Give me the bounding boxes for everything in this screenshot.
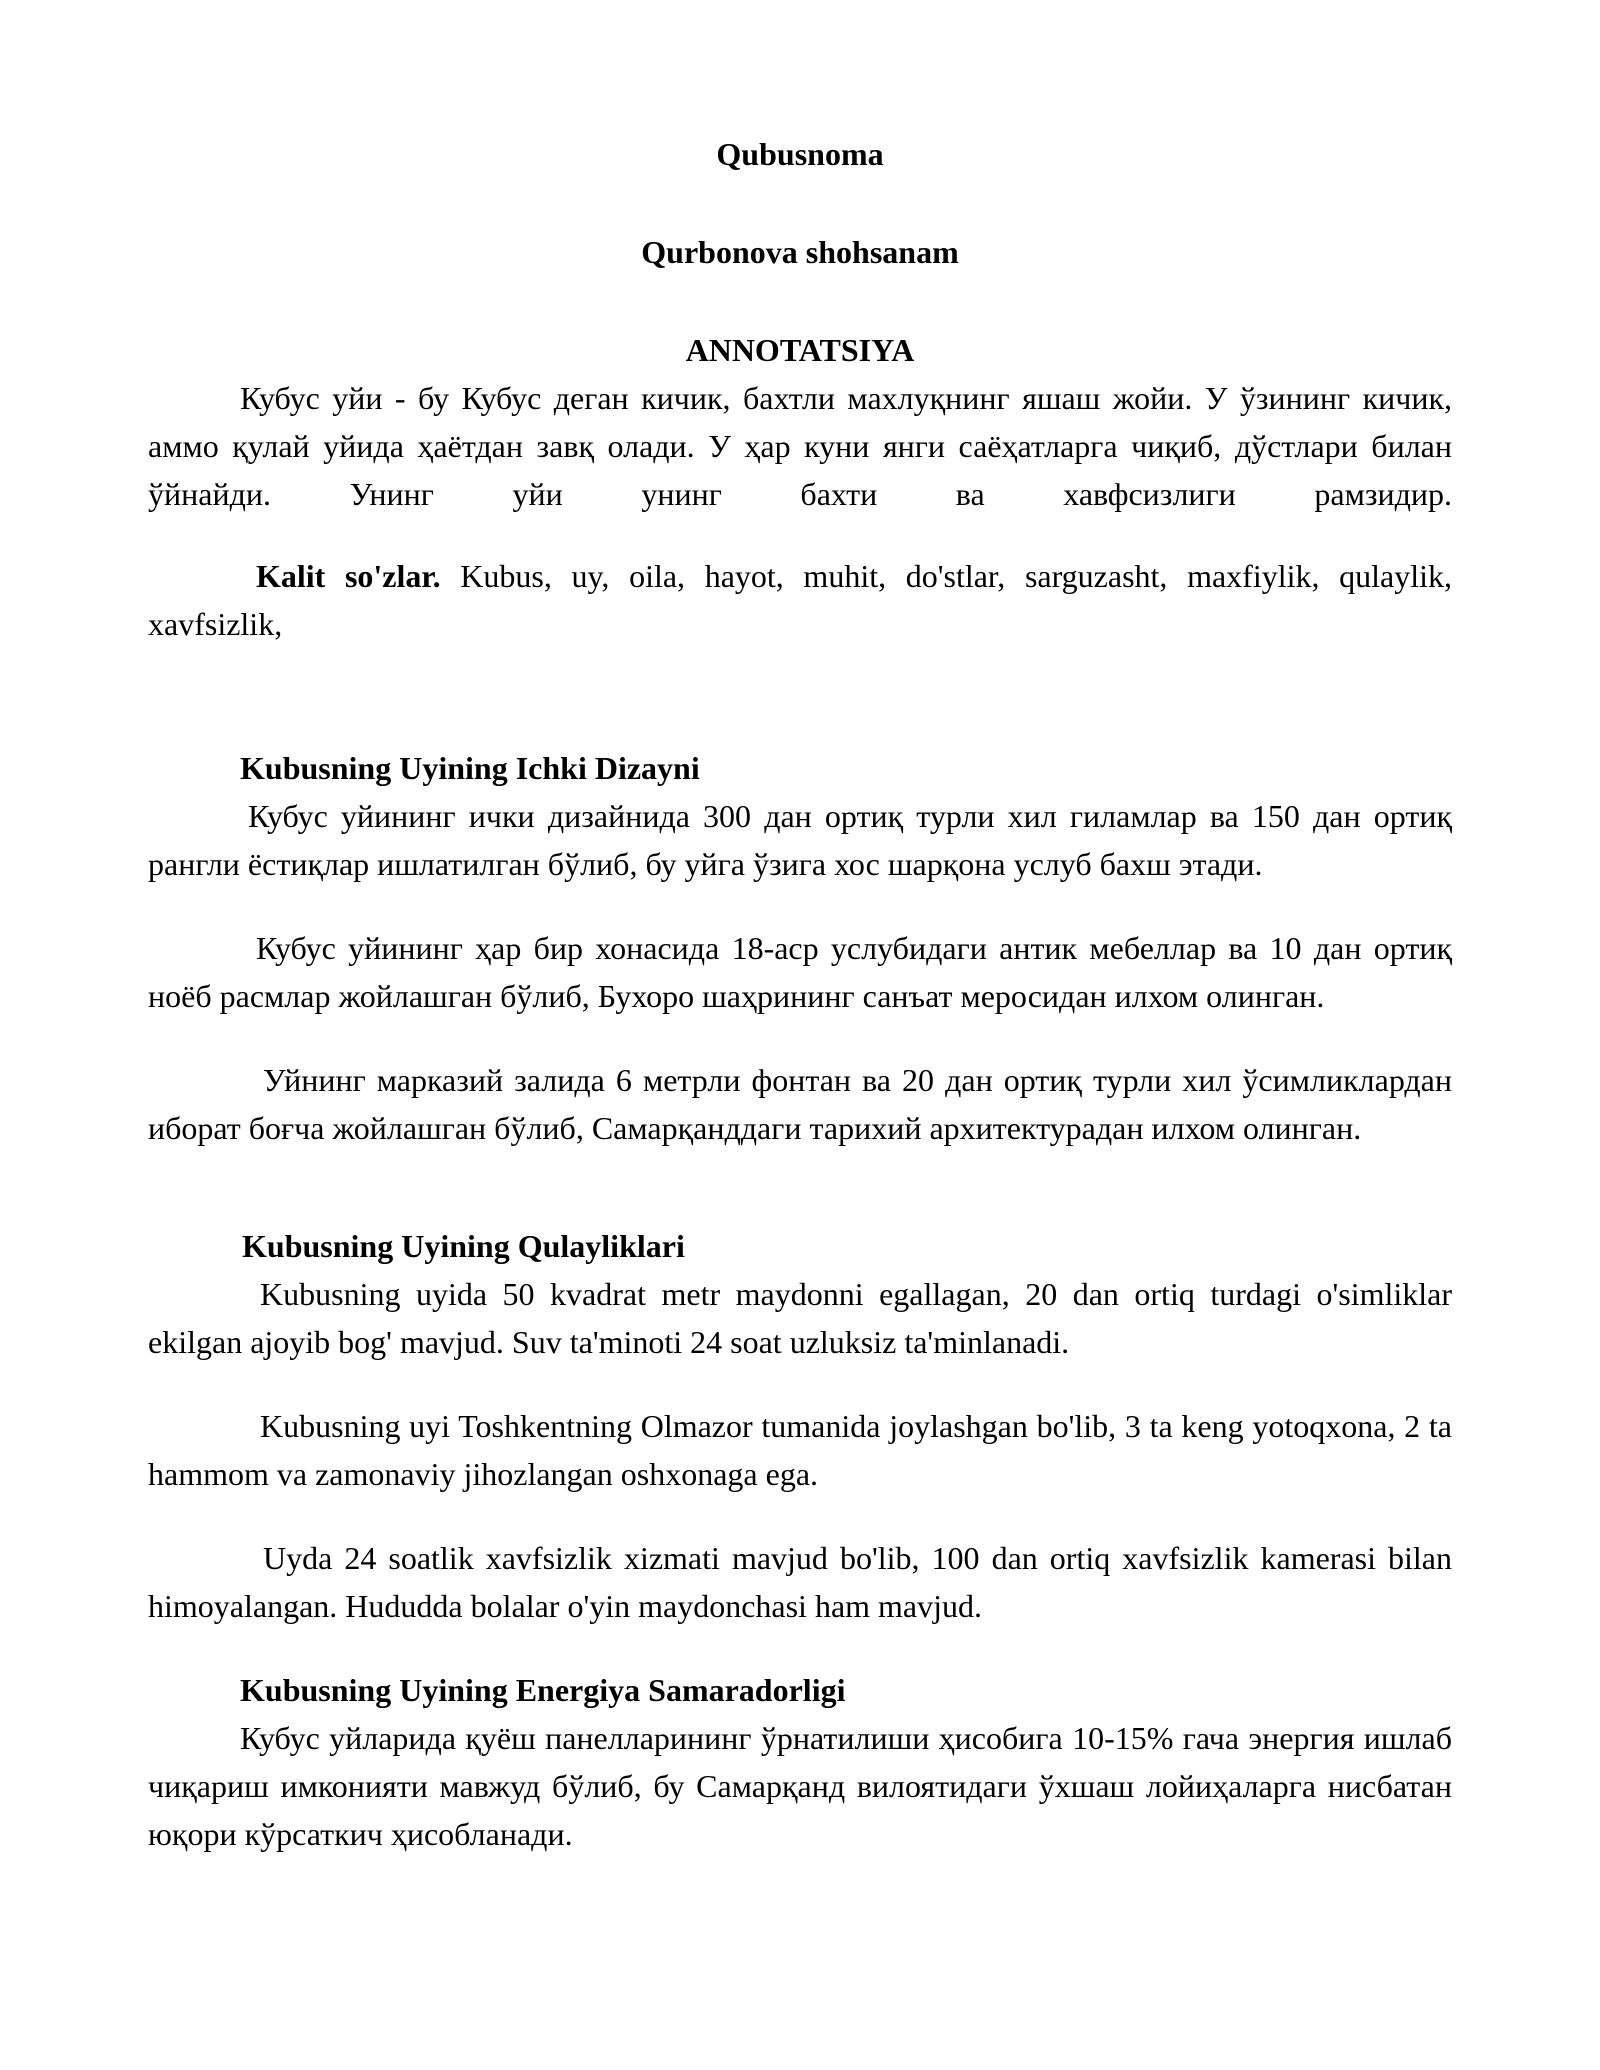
keywords-text: Kubus, uy, oila, hayot, muhit, do'stlar, sarguzasht, maxfiylik, qulaylik, xavfsizlik, bbox=[148, 558, 1453, 642]
paragraph: Кубус уйининг ички дизайнида 300 дан ортиқ турли хил гиламлар ва 150 дан ортиқ рангли ёстиқлар ишлатилган бўлиб, бу уйга ўзига хос шарқона услуб бахш этади. bbox=[148, 798, 1452, 882]
section-heading-amenities: Kubusning Uyining Qulayliklari bbox=[242, 1228, 685, 1264]
keywords-label: Kalit so'zlar. bbox=[256, 558, 441, 594]
annotation-text: Кубус уйи - бу Кубус деган кичик, бахтли махлуқнинг яшаш жойи. У ўзининг кичик, аммо қулай уйида ҳаётдан завқ олади. У ҳар куни янги саёҳатларга чиқиб, дўстлари билан ўйнайди. Унинг уйи унинг бахти ва хавфсизлиги рамзидир. bbox=[148, 380, 1452, 512]
keywords-paragraph bbox=[148, 552, 1452, 648]
paragraph: Uyda 24 soatlik xavfsizlik xizmati mavjud bo'lib, 100 dan ortiq xavfsizlik kamerasi bilan himoyalangan. Hududda bolalar o'yin maydonchasi ham mavjud. bbox=[148, 1540, 1452, 1624]
paragraph: Кубус уйининг ҳар бир хонасида 18-аср услубидаги антик мебеллар ва 10 дан ортиқ ноёб расмлар жойлашган бўлиб, Бухоро шаҳрининг санъат меросидан илхом олинган. bbox=[148, 930, 1452, 1014]
section-heading-energy-efficiency: Kubusning Uyining Energiya Samaradorligi bbox=[240, 1672, 846, 1708]
document-page bbox=[148, 130, 1452, 1858]
document-title: Qubusnoma bbox=[716, 136, 884, 172]
paragraph: Кубус уйларида қуёш панелларининг ўрнатилиши ҳисобига 10-15% гача энергия ишлаб чиқариш имконияти мавжуд бўлиб, бу Самарқанд вилоятидаги ўхшаш лойиҳаларга нисбатан юқори кўрсаткич ҳисобланади. bbox=[148, 1720, 1452, 1852]
paragraph: Kubusning uyida 50 kvadrat metr maydonni egallagan, 20 dan ortiq turdagi o'simliklar ekilgan ajoyib bog' mavjud. Suv ta'minoti 24 soat uzluksiz ta'minlanadi. bbox=[148, 1276, 1452, 1360]
paragraph: Уйнинг марказий залида 6 метрли фонтан ва 20 дан ортиқ турли хил ўсимликлардан иборат боғча жойлашган бўлиб, Самарқанддаги тарихий архитектурадан илхом олинган. bbox=[148, 1062, 1452, 1146]
annotation-heading: ANNOTATSIYA bbox=[685, 332, 915, 368]
paragraph: Kubusning uyi Toshkentning Olmazor tumanida joylashgan bo'lib, 3 ta keng yotoqxona, 2 ta hammom va zamonaviy jihozlangan oshxonaga ega. bbox=[148, 1408, 1452, 1492]
section-heading-interior-design: Kubusning Uyining Ichki Dizayni bbox=[240, 750, 700, 786]
document-author: Qurbonova shohsanam bbox=[641, 234, 959, 270]
